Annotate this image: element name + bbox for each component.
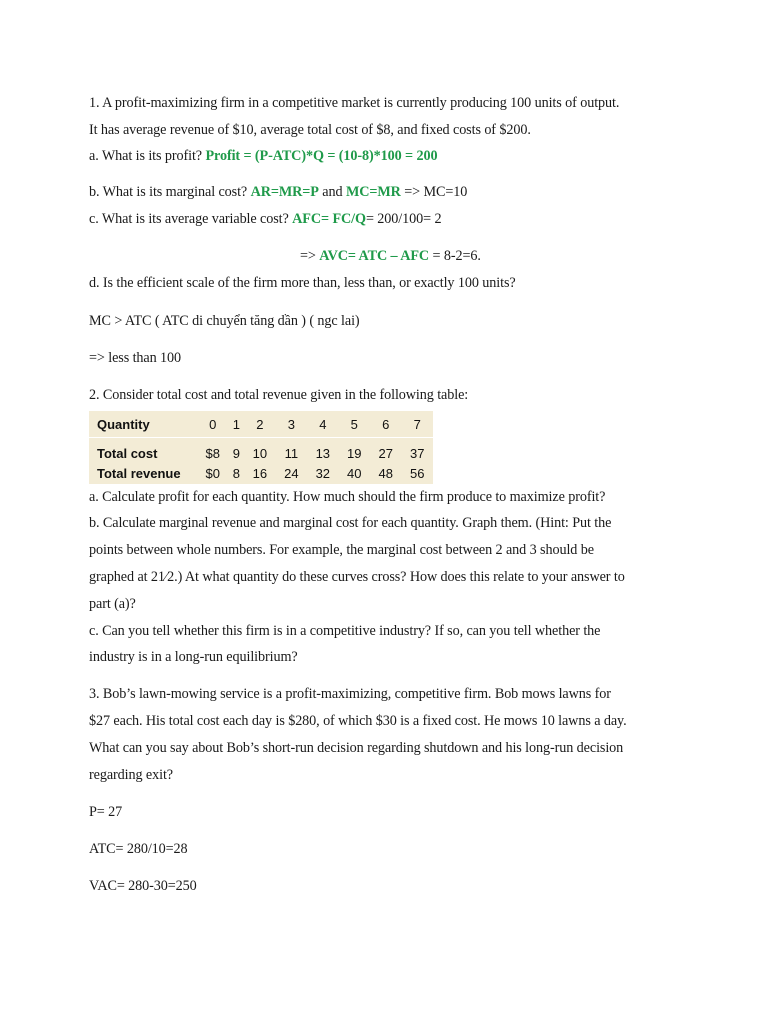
table-cell: 10: [252, 445, 268, 461]
table-cell: 7: [401, 411, 433, 438]
q2b-line4: part (a)?: [89, 596, 136, 612]
q2b-line3: graphed at 21⁄2.) At what quantity do these curves cross? How does this relate to your answer to: [89, 569, 625, 585]
table-cell: 56: [409, 465, 425, 481]
q1b-green1: AR=MR=P: [250, 184, 319, 200]
q3-price: P= 27: [89, 804, 123, 820]
q1c2-pre: =>: [300, 248, 320, 264]
table-row-quantity: [89, 411, 433, 438]
q1c: [89, 210, 441, 228]
q1c2-green: AVC= ATC – AFC: [319, 248, 430, 264]
q1b: [89, 183, 467, 201]
q2b-line1: b. Calculate marginal revenue and marginal cost for each quantity. Graph them. (Hint: Put the: [89, 515, 612, 531]
table-cell: 8: [232, 465, 240, 481]
q3-line4: regarding exit?: [89, 767, 173, 783]
q1a-question: a. What is its profit?: [89, 148, 202, 164]
table-cell: $8: [205, 445, 220, 461]
q1c-avc: [300, 247, 481, 265]
q1c-green: AFC= FC/Q: [292, 211, 366, 227]
q1a-answer: Profit = (P-ATC)*Q = (10-8)*100 = 200: [205, 148, 438, 164]
q3-line3: What can you say about Bob’s short-run decision regarding shutdown and his long-run decision: [89, 740, 624, 756]
q1d-note: MC > ATC ( ATC di chuyển tăng dần ) ( ngc lai): [89, 313, 360, 329]
q3-line2: $27 each. His total cost each day is $280, of which $30 is a fixed cost. He mows 10 lawns a day.: [89, 713, 627, 729]
table-cell: 16: [252, 465, 268, 481]
q3-line1: 3. Bob’s lawn-mowing service is a profit-maximizing, competitive firm. Bob mows lawns for: [89, 686, 611, 702]
table-cell: 19: [347, 445, 362, 461]
table-cell: 1: [228, 411, 244, 438]
table-cell: 32: [315, 465, 331, 481]
q1c2-tail: = 8-2=6.: [429, 248, 481, 264]
table-cell: 5: [339, 411, 370, 438]
table-row-total-revenue: [89, 464, 433, 484]
q2c-line1: c. Can you tell whether this firm is in a competitive industry? If so, can you tell whether the: [89, 623, 601, 639]
q1a: [89, 147, 437, 165]
cost-revenue-table: [89, 411, 433, 484]
table-cell: $0: [205, 465, 220, 481]
table-cell: 9: [232, 445, 240, 461]
q2c-line2: industry is in a long-run equilibrium?: [89, 649, 298, 665]
table-cell: 3: [276, 411, 307, 438]
table-cell: 2: [244, 411, 275, 438]
q3-vac: VAC= 280-30=250: [89, 878, 197, 894]
table-cell: 37: [409, 445, 425, 461]
q1-line1: 1. A profit-maximizing firm in a competitive market is currently producing 100 units of output.: [89, 95, 620, 111]
table-cell: 11: [284, 445, 299, 461]
table-cell: 24: [284, 465, 299, 481]
table-cell: 40: [347, 465, 362, 481]
table-cell: 4: [307, 411, 338, 438]
q2a: a. Calculate profit for each quantity. How much should the firm produce to maximize profit?: [89, 489, 606, 505]
q1c-question: c. What is its average variable cost?: [89, 211, 289, 227]
q3-atc: ATC= 280/10=28: [89, 841, 188, 857]
table-cell: 27: [378, 445, 393, 461]
table-row-total-cost: [89, 438, 433, 465]
q1b-green2: MC=MR: [345, 184, 401, 200]
table-cell: 13: [315, 445, 331, 461]
table-cell: 0: [197, 411, 228, 438]
quantity-label: Quantity: [89, 411, 197, 438]
total-cost-label: Total cost: [97, 445, 158, 461]
q2-intro: 2. Consider total cost and total revenue given in the following table:: [89, 387, 469, 403]
q1b-tail: => MC=10: [400, 184, 468, 200]
q1b-question: b. What is its marginal cost?: [89, 184, 248, 200]
table-cell: 48: [378, 465, 393, 481]
q1d-question: d. Is the efficient scale of the firm more than, less than, or exactly 100 units?: [89, 275, 516, 291]
q2b-line2: points between whole numbers. For example, the marginal cost between 2 and 3 should be: [89, 542, 594, 558]
total-revenue-label: Total revenue: [97, 465, 181, 481]
q1c-tail: = 200/100= 2: [365, 211, 442, 227]
table-cell: 6: [370, 411, 401, 438]
q1-line2: It has average revenue of $10, average total cost of $8, and fixed costs of $200.: [89, 122, 531, 138]
q1d-answer: => less than 100: [89, 350, 182, 366]
q1b-and: and: [318, 184, 346, 200]
